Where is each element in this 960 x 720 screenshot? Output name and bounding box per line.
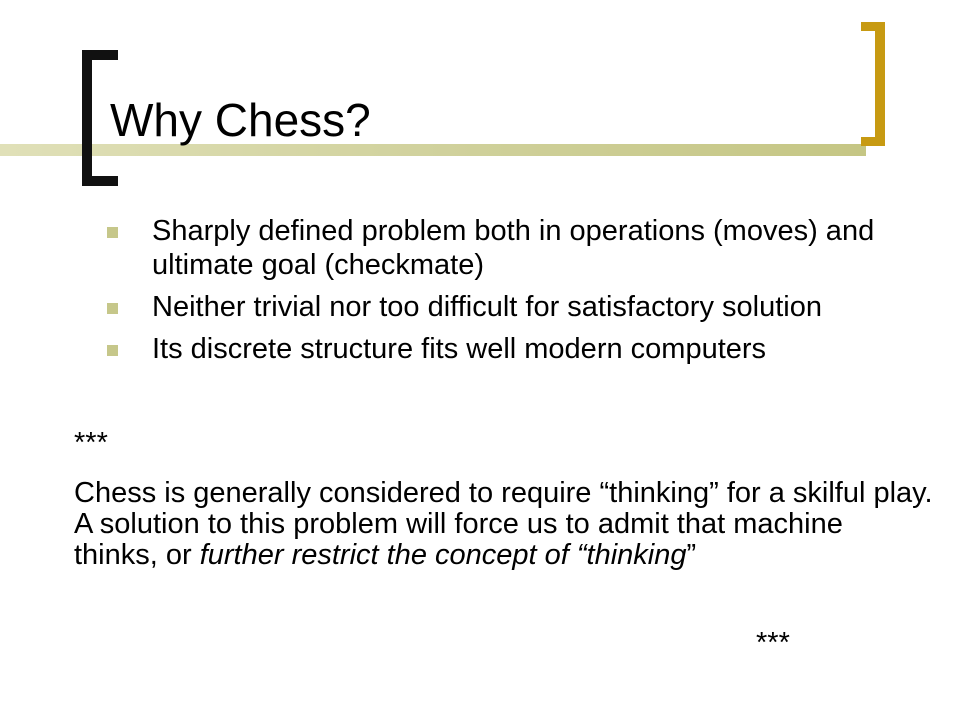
separator-stars-bottom: *** <box>756 627 790 659</box>
bullet-item <box>104 332 904 366</box>
bullet-text: Sharply defined problem both in operations (moves) and ultimate goal (checkmate) <box>152 215 875 281</box>
quote-closing-mark: ” <box>686 539 697 571</box>
right-bracket-decoration <box>861 22 885 146</box>
square-bullet-icon <box>107 227 118 238</box>
quote-paragraph <box>74 478 934 571</box>
quote-italic-text: further restrict the concept of “thinking <box>199 539 687 571</box>
bullet-item <box>104 214 904 282</box>
quote-text: Chess is generally considered to require “thinking” for a skilful play. A solution to this problem will force us to admit that machine thinks, or <box>74 477 933 571</box>
square-bullet-icon <box>107 345 118 356</box>
bullet-list <box>104 214 904 374</box>
separator-stars-top: *** <box>74 427 108 459</box>
square-bullet-icon <box>107 303 118 314</box>
bullet-item <box>104 290 904 324</box>
bullet-text: Its discrete structure fits well modern computers <box>152 333 767 365</box>
bullet-text: Neither trivial nor too difficult for satisfactory solution <box>152 291 822 323</box>
slide-title: Why Chess? <box>110 94 371 146</box>
